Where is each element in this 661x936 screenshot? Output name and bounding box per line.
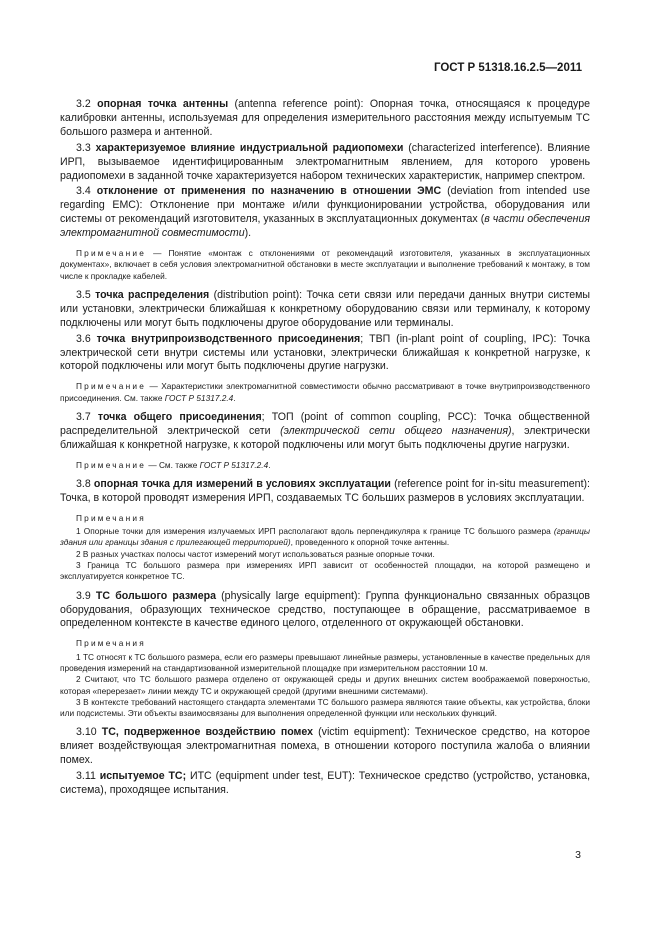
document-code: ГОСТ Р 51318.16.2.5—2011 xyxy=(433,62,582,74)
note-3-4: Примечание — Понятие «монтаж с отклонениями от рекомендаций изготовителя, указанных в эксплуатационных документах», включает в себя условия электромагнитной обстановки в месте эксплуатации и выполнение требований к монтажу, в том числе к прокладке кабелей. xyxy=(60,248,590,281)
note-item: 3 Граница ТС большого размера при измерениях ИРП зависит от особенностей площадки, на которой размещено и эксплуатируется конкретное ТС. xyxy=(60,560,590,582)
term: отклонение от применения по назначению в отношении ЭМС xyxy=(96,185,442,198)
term: характеризуемое влияние индустриальной радиопомехи xyxy=(95,141,404,154)
term: опорная точка для измерений в условиях эксплуатации xyxy=(93,478,391,490)
notes-3-8: Примечания 1 Опорные точки для измерения излучаемых ИРП располагают вдоль перпендикуляра к границе ТС большого размера (границы здания или границы здания с прилегающей территорией), проведенного к опорной точке антенны. 2 В разных участках полосы частот измерений могут использоваться разные опорные точки. 3 Граница ТС большого размера при измерениях ИРП зависит от особенностей площадки, на которой размещено и эксплуатируется конкретное ТС. xyxy=(60,512,590,582)
term: точка распределения xyxy=(95,288,210,301)
clause-3-2: 3.2 опорная точка антенны (antenna reference point): Опорная точка, относящаяся к процедуре калибровки антенны, используемая для определения измерительного расстояния между испытуемым ТС большого размера и антенной. xyxy=(60,98,590,138)
note-3-7: Примечание — См. также ГОСТ Р 51317.2.4. xyxy=(76,459,271,470)
page-content xyxy=(60,98,590,800)
clause-3-8: 3.8 опорная точка для измерений в условиях эксплуатации (reference point for in-situ measurement): Точка, в которой проводят измерения ИРП, создаваемых ТС больших размеров в условиях эксплуатации. xyxy=(60,478,590,504)
term: точка внутрипроизводственного присоединения xyxy=(96,332,361,345)
clause-3-11: 3.11 испытуемое ТС; ИТС (equipment under test, EUT): Техническое средство (устройство, установка, система), проходящее испытания. xyxy=(60,770,591,797)
note-item: 2 Считают, что ТС большого размера отделено от окружающей среды и других внешних систем воображаемой поверхностью, которая «перерезает» линии между ТС и окружающей средой (другими внешними системами). xyxy=(60,674,590,696)
note-3-6: Примечание — Характеристики электромагнитной совместимости обычно рассматривают в точке внутрипроизводственного присоединения. См. также ГОСТ Р 51317.2.4. xyxy=(60,381,590,403)
term: точка общего присоединения xyxy=(97,410,262,423)
term: испытуемое ТС; xyxy=(99,770,187,783)
note-item: 3 В контексте требований настоящего стандарта элементами ТС большого размера являются такие объекты, как устройства, блоки или подсистемы. Эти объекты взаимосвязаны для выполнения определенной функции или нескольких функций. xyxy=(60,696,590,719)
term: опорная точка антенны xyxy=(97,98,229,110)
notes-3-9: Примечания 1 ТС относят к ТС большого размера, если его размеры превышают линейные размеры, установленные в качестве предельных для проведения измерений на стандартизованной измерительной площадке при измерительном расстоянии 10 м. 2 Считают, что ТС большого размера отделено от окружающей среды и других внешних систем воображаемой поверхностью, которая «перерезает» линии между ТС и окружающей средой (другими внешними системами). 3 В контексте требований настоящего стандарта элементами ТС большого размера являются такие объекты, как устройства, блоки или подсистемы. Эти объекты взаимосвязаны для выполнения определенной функции или нескольких функций. xyxy=(60,638,590,719)
clause-3-3: 3.3 характеризуемое влияние индустриальной радиопомехи (characterized interference). Влияние ИРП, вызываемое идентифицированным электромагнитным явлением, для которого уровень радиопомехи в заданной точке характеризуется набором технических характеристик, например спектром. xyxy=(60,141,590,182)
page-number: 3 xyxy=(575,849,581,861)
clause-3-10: 3.10 ТС, подверженное воздействию помех (victim equipment): Техническое средство, на которое влияет воздействующая электромагнитная помеха, в отношении которого поступила жалоба о влиянии помех. xyxy=(60,726,590,767)
clause-3-4: 3.4 отклонение от применения по назначению в отношении ЭМС (deviation from intended use regarding EMC): Отклонение при монтаже и/или функционировании устройства, оборудования или системы от рекомендаций изготовителя, указанных в эксплуатационных документах (в части обеспечения электромагнитной совместимости). xyxy=(60,185,591,240)
term: ТС большого размера xyxy=(95,589,216,602)
clause-3-7: 3.7 точка общего присоединения; ТОП (point of common coupling, PCC): Точка общественной распределительной электрической сети (электрической сети общего назначения), электрически ближайшая к конкретной нагрузке, к которой подключены или могут быть подключены другие нагрузки. xyxy=(60,410,590,451)
note-item: 1 ТС относят к ТС большого размера, если его размеры превышают линейные размеры, установленные в качестве предельных для проведения измерений на стандартизованной измерительной площадке при измерительном расстоянии 10 м. xyxy=(60,651,590,673)
note-item: 1 Опорные точки для измерения излучаемых ИРП располагают вдоль перпендикуляра к границе ТС большого размера (границы здания или границы здания с прилегающей территорией), проведенного к опорной точке антенны. xyxy=(60,526,590,548)
note-item: 2 В разных участках полосы частот измерений могут использоваться разные опорные точки. xyxy=(76,548,435,559)
clause-3-6: 3.6 точка внутрипроизводственного присоединения; ТВП (in-plant point of coupling, IPC): Точка электрической сети внутри системы или установки, электрически ближайшая к конкретной нагрузке, к которой подключены или могут быть подключены другие нагрузки. xyxy=(60,332,590,373)
term: ТС, подверженное воздействию помех xyxy=(101,726,314,739)
clause-3-5: 3.5 точка распределения (distribution point): Точка сети связи или передачи данных внутри системы или установки, электрически ближайшая к конкретному оборудованию связи или терминалу, к которому подключены или могут быть подключены другое оборудование или терминалы. xyxy=(60,288,590,329)
clause-3-9: 3.9 ТС большого размера (physically large equipment): Группа функционально связанных образцов оборудования, образующих техническое средство, поступающее в обращение, рассматриваемое в определенном контексте в качестве единого целого, отделенного от окружающей обстановки. xyxy=(60,589,590,630)
